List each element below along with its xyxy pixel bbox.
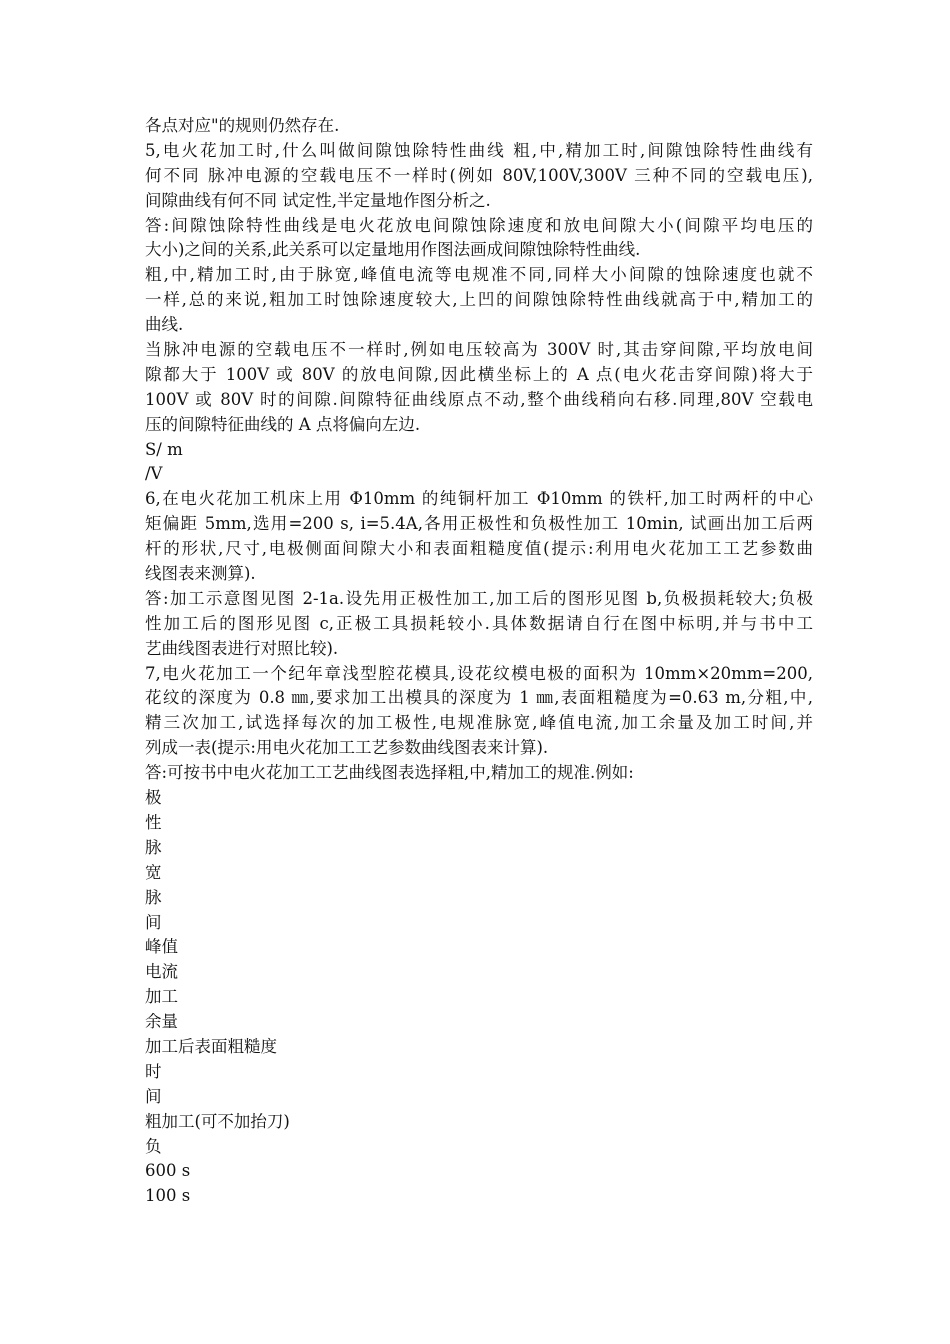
text-line: 矩偏距 5mm,选用=200 s, i=5.4A,各用正极性和负极性加工 10min, 试画出加工后两 bbox=[145, 514, 813, 534]
text-line: 各点对应"的规则仍然存在. bbox=[145, 116, 340, 135]
text-line: 隙都大于 100V 或 80V 的放电间隙,因此横坐标上的 A 点(电火花击穿间隙)将大于 bbox=[145, 364, 813, 384]
text-line: 600 s bbox=[145, 1161, 191, 1181]
text-line: 7,电火花加工一个纪年章浅型腔花模具,设花纹模电极的面积为 10mm×20mm=200, bbox=[145, 663, 813, 683]
text-line: 精三次加工,试选择每次的加工极性,电规准脉宽,峰值电流,加工余量及加工时间,并 bbox=[145, 713, 813, 733]
text-line: 100V 或 80V 时的间隙.间隙特征曲线原点不动,整个曲线稍向右移.同理,80V 空载电 bbox=[145, 389, 813, 409]
text-line: 答:可按书中电火花加工工艺曲线图表选择粗,中,精加工的规准.例如: bbox=[145, 763, 634, 783]
text-line: 5,电火花加工时,什么叫做间隙蚀除特性曲线 粗,中,精加工时,间隙蚀除特性曲线有 bbox=[145, 140, 813, 160]
text-line: 余量 bbox=[145, 1012, 178, 1032]
text-line: 负 bbox=[145, 1136, 162, 1156]
text-line: 杆的形状,尺寸,电极侧面间隙大小和表面粗糙度值(提示:利用电火花加工工艺参数曲 bbox=[145, 539, 813, 559]
text-line: 曲线. bbox=[145, 315, 184, 335]
text-line: 列成一表(提示:用电火花加工工艺参数曲线图表来计算). bbox=[145, 738, 549, 758]
text-line: 间 bbox=[145, 912, 162, 932]
text-line: 答:间隙蚀除特性曲线是电火花放电间隙蚀除速度和放电间隙大小(间隙平均电压的 bbox=[145, 215, 813, 235]
text-line: 加工 bbox=[145, 987, 178, 1007]
text-line: 性 bbox=[145, 812, 162, 832]
text-line: 峰值 bbox=[145, 937, 178, 957]
text-line: 当脉冲电源的空载电压不一样时,例如电压较高为 300V 时,其击穿间隙,平均放电间 bbox=[145, 340, 813, 360]
text-line: 间 bbox=[145, 1086, 162, 1106]
text-line: 压的间隙特征曲线的 A 点将偏向左边. bbox=[145, 414, 421, 434]
document-page bbox=[145, 114, 813, 1209]
text-line: 何不同 脉冲电源的空载电压不一样时(例如 80V,100V,300V 三种不同的空载电压), bbox=[145, 165, 813, 185]
text-line: 间隙曲线有何不同 试定性,半定量地作图分析之. bbox=[145, 190, 491, 210]
text-line: 性加工后的图形见图 c,正极工具损耗较小.具体数据请自行在图中标明,并与书中工 bbox=[145, 613, 813, 633]
text-line: 大小)之间的关系,此关系可以定量地用作图法画成间隙蚀除特性曲线. bbox=[145, 240, 641, 260]
text-line: S/ m bbox=[145, 439, 183, 459]
text-line: 宽 bbox=[145, 862, 162, 882]
text-line: 加工后表面粗糙度 bbox=[145, 1036, 277, 1056]
text-line: 粗,中,精加工时,由于脉宽,峰值电流等电规准不同,同样大小间隙的蚀除速度也就不 bbox=[145, 265, 813, 285]
text-line: 脉 bbox=[145, 837, 162, 857]
text-line: 一样,总的来说,粗加工时蚀除速度较大,上凹的间隙蚀除特性曲线就高于中,精加工的 bbox=[145, 290, 813, 310]
text-line: 电流 bbox=[145, 962, 178, 982]
text-line: 线图表来测算). bbox=[145, 564, 256, 584]
text-line: 答:加工示意图见图 2-1a.设先用正极性加工,加工后的图形见图 b,负极损耗较大;负极 bbox=[145, 588, 813, 608]
text-line: 脉 bbox=[145, 887, 162, 907]
text-line: 时 bbox=[145, 1061, 162, 1081]
text-line: /V bbox=[145, 464, 163, 484]
text-line: 100 s bbox=[145, 1186, 191, 1206]
text-line: 极 bbox=[145, 788, 162, 808]
text-line: 6,在电火花加工机床上用 Φ10mm 的纯铜杆加工 Φ10mm 的铁杆,加工时两杆的中心 bbox=[145, 489, 813, 509]
text-line: 粗加工(可不加抬刀) bbox=[145, 1111, 290, 1131]
text-line: 艺曲线图表进行对照比较). bbox=[145, 638, 339, 658]
text-line: 花纹的深度为 0.8 ㎜,要求加工出模具的深度为 1 ㎜,表面粗糙度为=0.63 m,分粗,中, bbox=[145, 688, 813, 708]
